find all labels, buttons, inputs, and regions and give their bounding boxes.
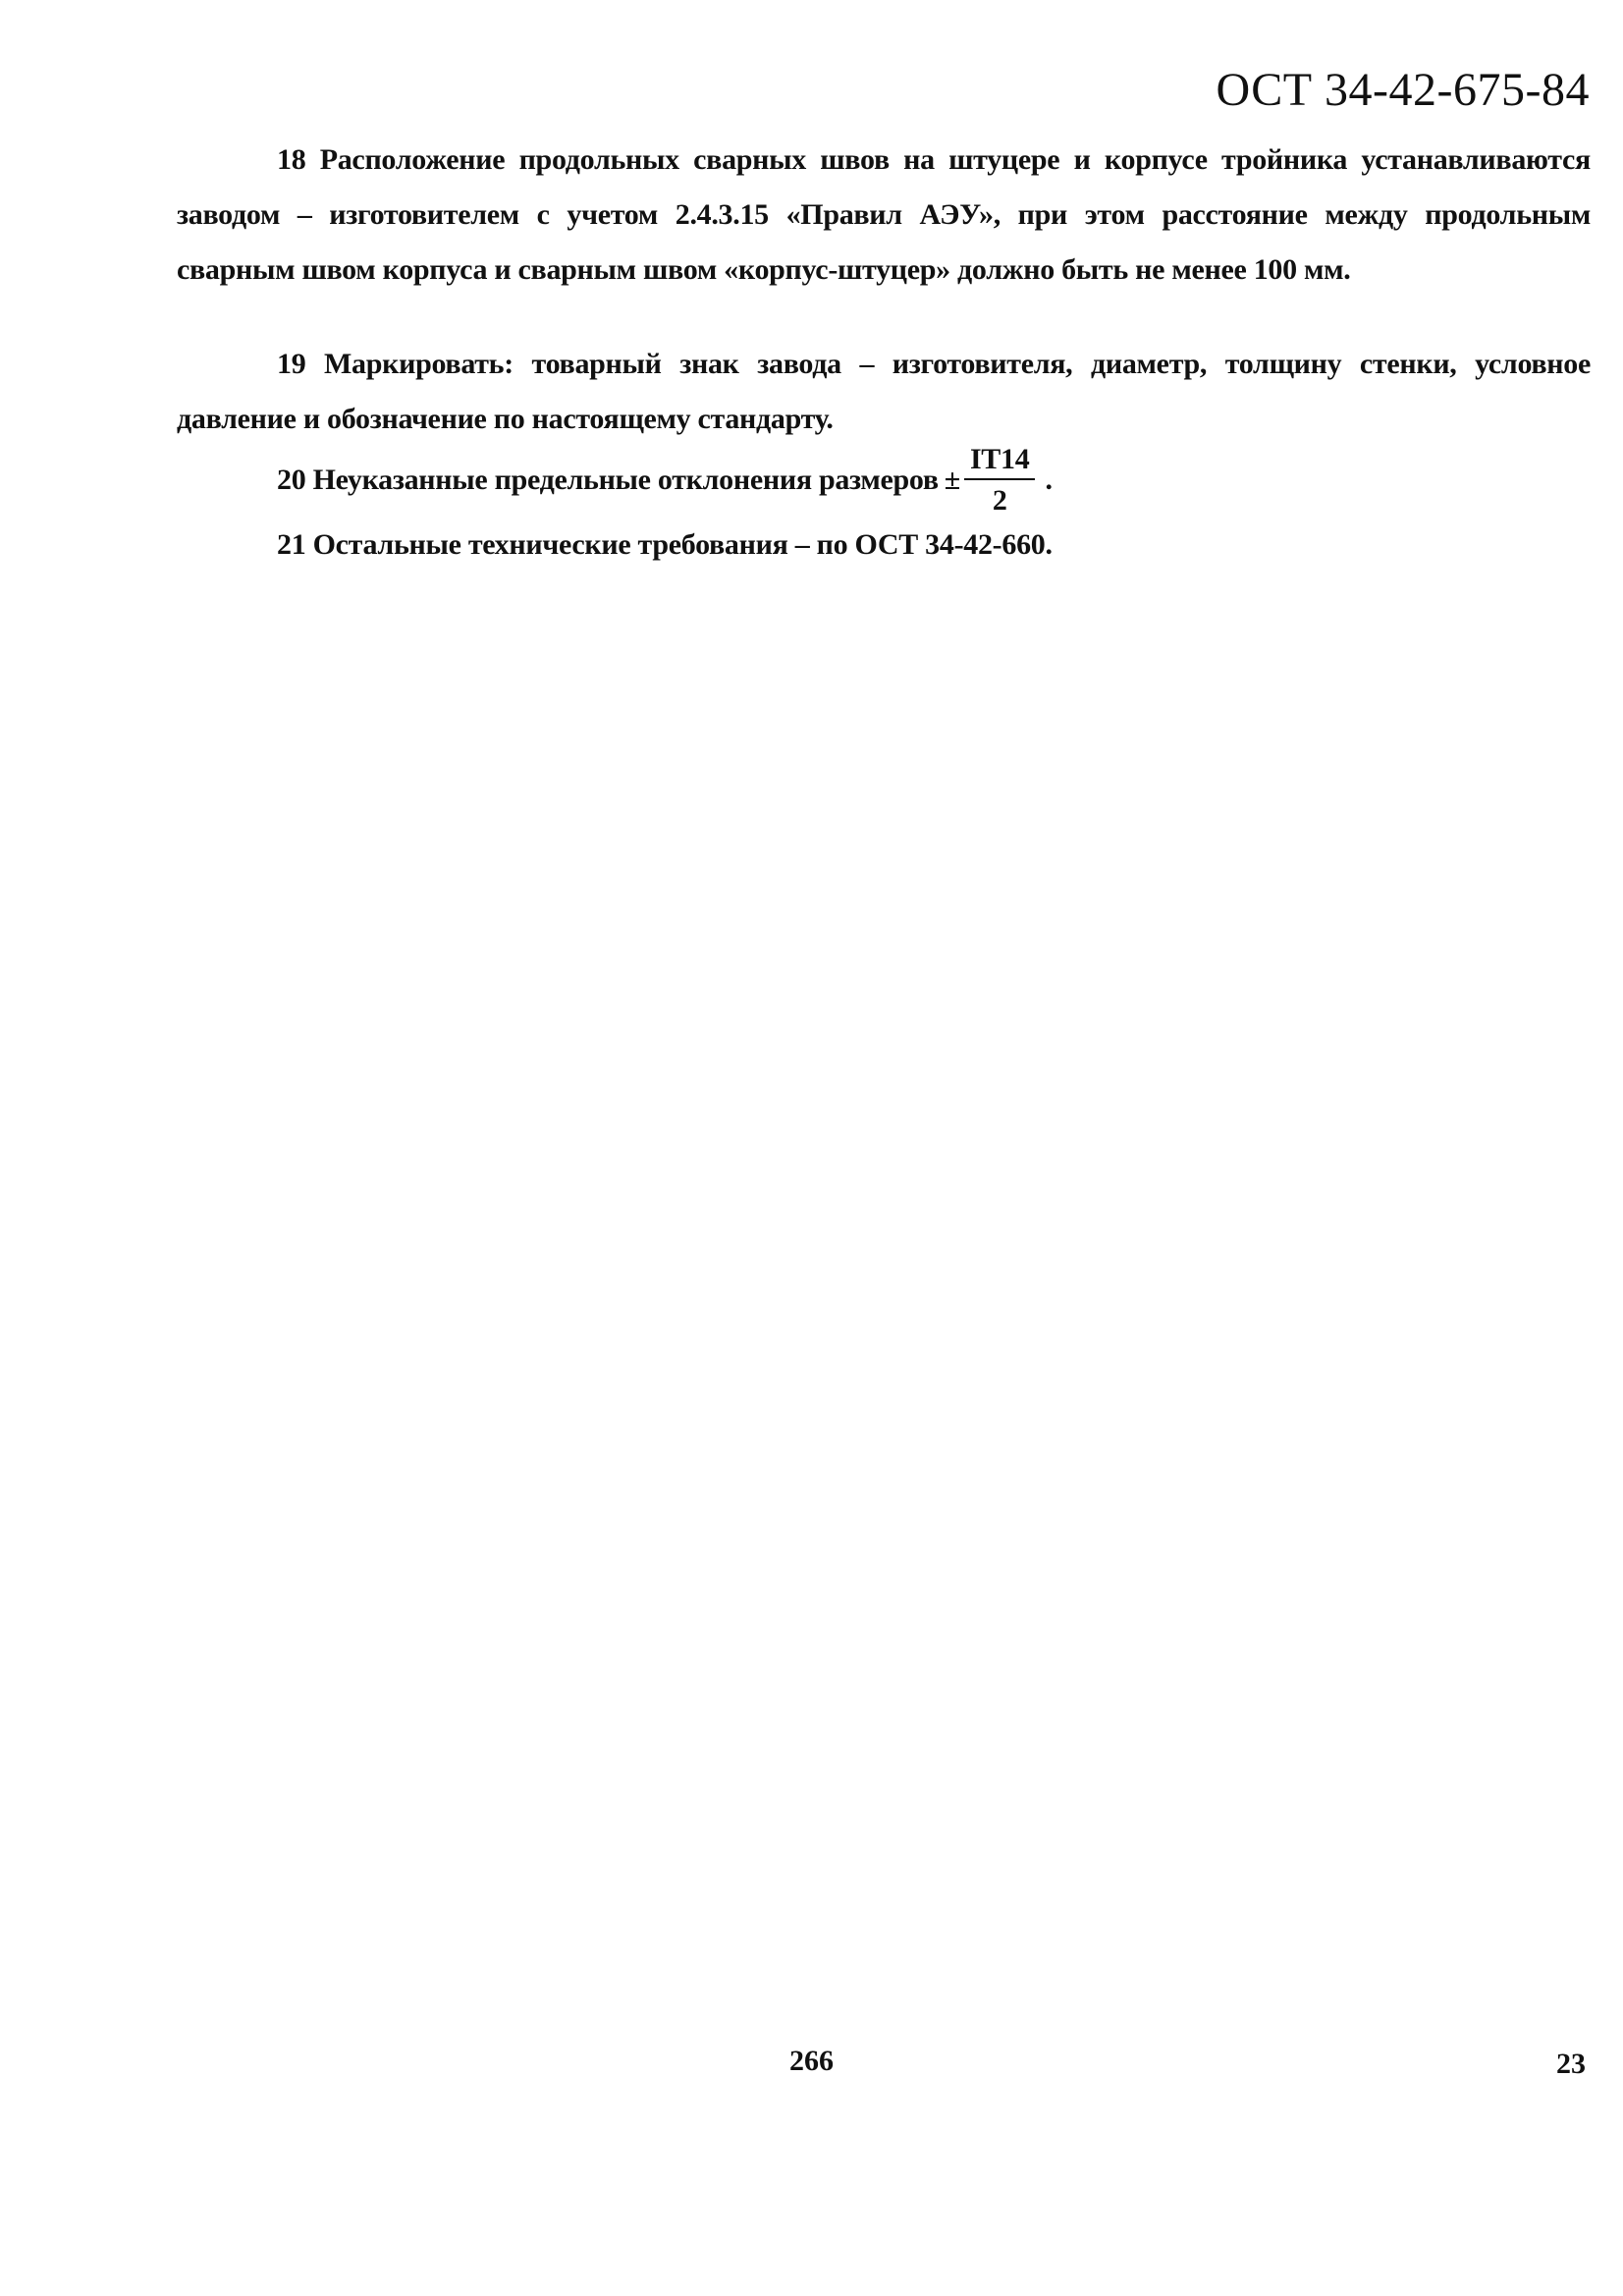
plus-minus-sign: ± — [944, 463, 960, 496]
page-number: 23 — [1556, 2048, 1586, 2080]
paragraph-20-end: . — [1045, 463, 1053, 496]
collection-page-number: 266 — [789, 2045, 834, 2077]
paragraph-20 — [177, 443, 1591, 518]
paragraph-21: 21 Остальные технические требования – по ОСТ 34-42-660. — [277, 528, 1053, 561]
paragraph-20-text: 20 Неуказанные предельные отклонения размеров — [277, 463, 939, 496]
document-code: ОСТ 34-42-675-84 — [1216, 64, 1590, 116]
paragraph-18: 18 Расположение продольных сварных швов на штуцере и корпусе тройника устанавливаются заводом – изготовителем с учетом 2.4.3.15 «Правил АЭУ», при этом расстояние между продольным сварным швом корпуса и сварным швом «корпус-штуцер» должно быть не менее 100 мм. — [177, 143, 1591, 286]
tolerance-fraction — [964, 445, 1036, 516]
document-body — [177, 133, 1591, 573]
paragraph-19: 19 Маркировать: товарный знак завода – изготовителя, диаметр, толщину стенки, условное давление и обозначение по настоящему стандарту. — [177, 348, 1591, 435]
fraction-numerator: IT14 — [964, 445, 1036, 480]
fraction-denominator: 2 — [992, 484, 1007, 517]
